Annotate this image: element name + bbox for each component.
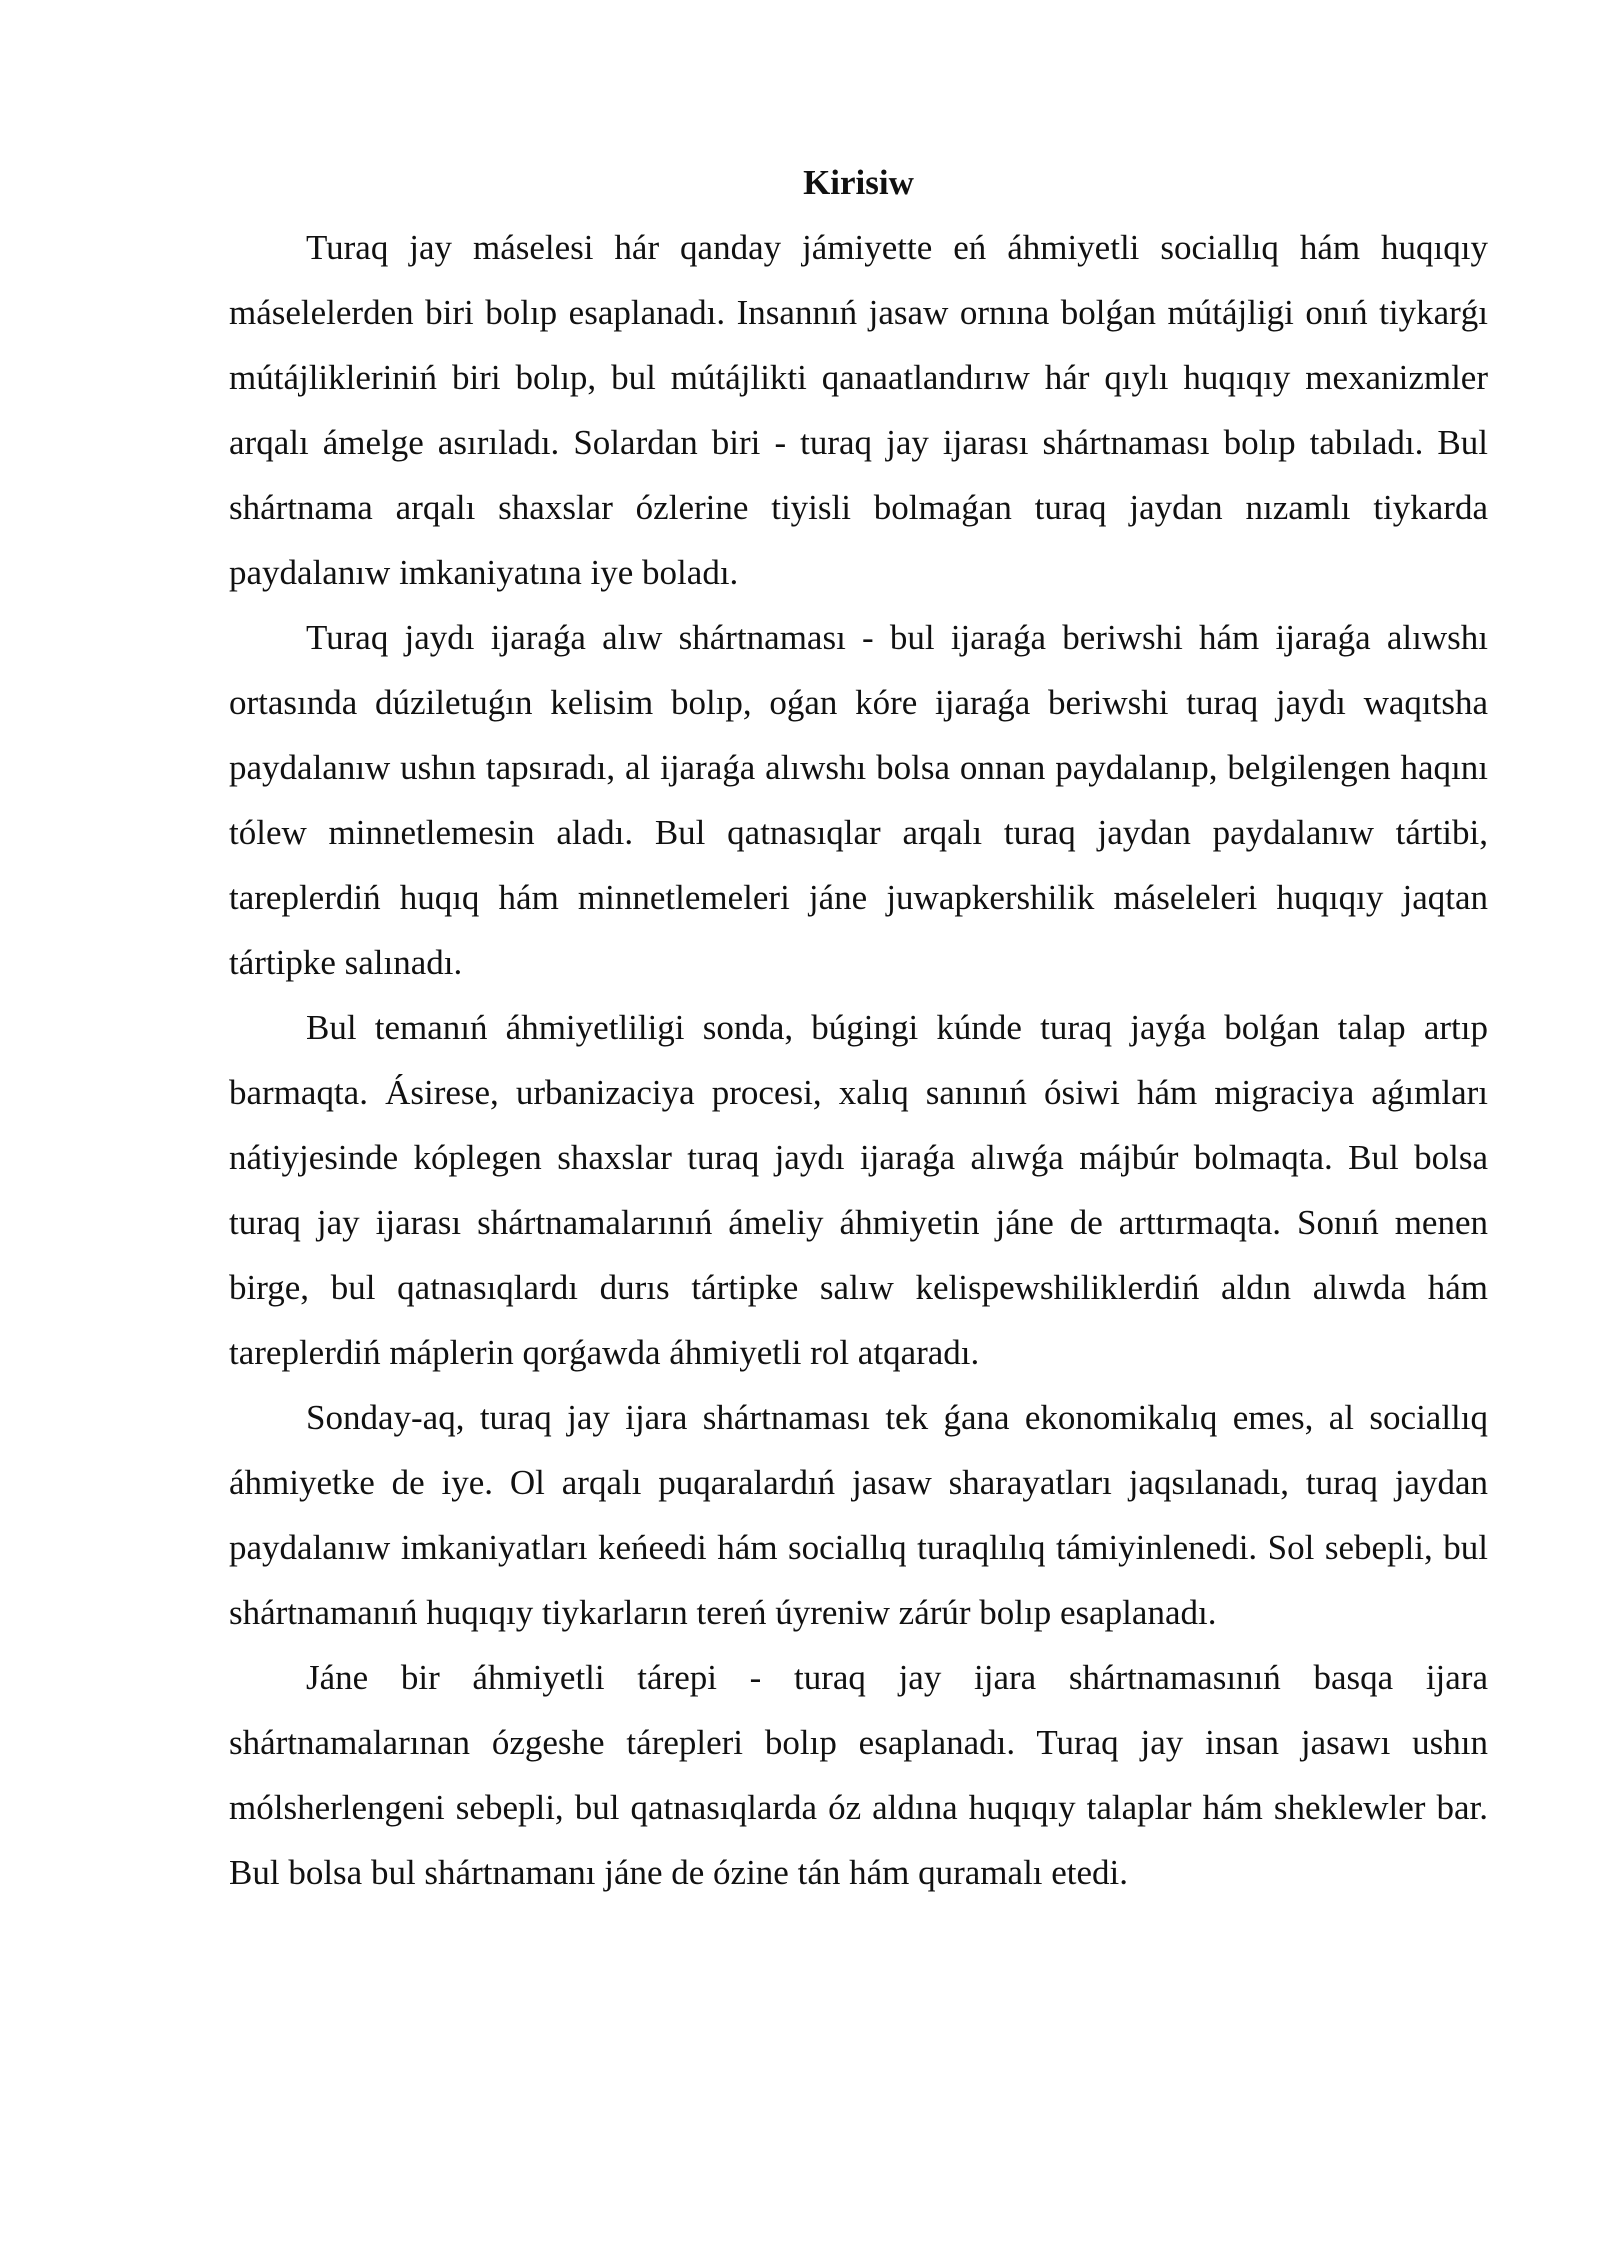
paragraph-4: Sonday-aq, turaq jay ijara shártnaması tek ǵana ekonomikalıq emes, al sociallıq áhmiyetke de iye. Ol arqalı puqaralardıń jasaw sharayatları jaqsılanadı, turaq jaydan paydalanıw imkaniyatları keńeedi hám sociallıq turaqlılıq támiyinlenedi. Sol sebepli, bul shártnamanıń huqıqıy tiykarların tereń úyreniw zárúr bolıp esaplanadı.	[229, 1398, 1488, 1632]
paragraph-5: Jáne bir áhmiyetli tárepi - turaq jay ijara shártnamasınıń basqa ijara shártnamalarınan ózgeshe tárepleri bolıp esaplanadı. Turaq jay insan jasawı ushın mólsherlengeni sebepli, bul qatnasıqlarda óz aldına huqıqıy talaplar hám sheklewler bar. Bul bolsa bul shártnamanı jáne de ózine tán hám quramalı etedi.	[229, 1658, 1488, 1892]
page-title: Kirisiw	[803, 163, 914, 202]
document-body	[229, 150, 1488, 1905]
paragraph-3: Bul temanıń áhmiyetliligi sonda, búgingi kúnde turaq jayǵa bolǵan talap artıp barmaqta. Ásirese, urbanizaciya procesi, xalıq sanınıń ósiwi hám migraciya aǵımları nátiyjesinde kóplegen shaxslar turaq jaydı ijaraǵa alıwǵa májbúr bolmaqta. Bul bolsa turaq jay ijarası shártnamalarınıń ámeliy áhmiyetin jáne de arttırmaqta. Sonıń menen birge, bul qatnasıqlardı durıs tártipke salıw kelispewshiliklerdiń aldın alıwda hám tareplerdiń máplerin qorǵawda áhmiyetli rol atqaradı.	[229, 1008, 1488, 1372]
paragraph-2: Turaq jaydı ijaraǵa alıw shártnaması - bul ijaraǵa beriwshi hám ijaraǵa alıwshı ortasında dúziletuǵın kelisim bolıp, oǵan kóre ijaraǵa beriwshi turaq jaydı waqıtsha paydalanıw ushın tapsıradı, al ijaraǵa alıwshı bolsa onnan paydalanıp, belgilengen haqını tólew minnetlemesin aladı. Bul qatnasıqlar arqalı turaq jaydan paydalanıw tártibi, tareplerdiń huqıq hám minnetlemeleri jáne juwapkershilik máseleleri huqıqıy jaqtan tártipke salınadı.	[229, 618, 1488, 982]
paragraph-1: Turaq jay máselesi hár qanday jámiyette eń áhmiyetli sociallıq hám huqıqıy máselelerden biri bolıp esaplanadı. Insannıń jasaw ornına bolǵan mútájligi onıń tiykarǵı mútájlikleriniń biri bolıp, bul mútájlikti qanaatlandırıw hár qıylı huqıqıy mexanizmler arqalı ámelge asırıladı. Solardan biri - turaq jay ijarası shártnaması bolıp tabıladı. Bul shártnama arqalı shaxslar ózlerine tiyisli bolmaǵan turaq jaydan nızamlı tiykarda paydalanıw imkaniyatına iye boladı.	[229, 228, 1488, 592]
